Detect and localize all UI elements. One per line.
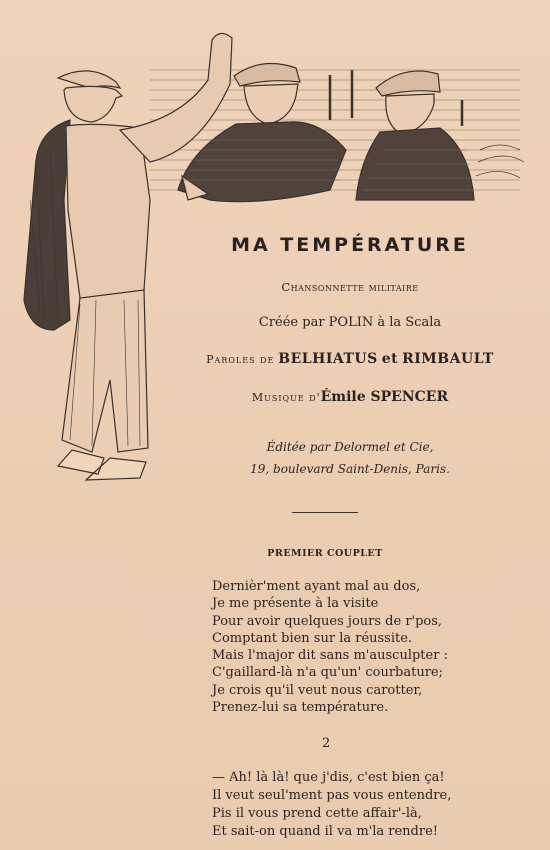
standing-soldier [24,33,232,480]
lyricist-1: BELHIATUS [278,351,378,367]
verse-line: Pis il vous prend cette affair'-là, [212,806,422,821]
lyrics-prefix: Paroles de [206,353,275,366]
publisher-line-1: Éditée par Delormel et Cie, [266,440,434,454]
verse-number: 2 [322,736,331,751]
section-divider [292,512,358,513]
verse-line: — Ah! là là! que j'dis, c'est bien ça! [212,770,445,785]
verse-line: Il veut seul'ment pas vous entendre, [212,788,452,803]
first-couplet [212,578,448,716]
lyrics-credit [160,351,540,367]
verse-line: Dernièr'ment ayant mal au dos, [212,579,421,594]
composer: Émile SPENCER [320,389,449,405]
lyricist-2: RIMBAULT [402,351,494,367]
verse-line: Prenez-lui sa température. [212,700,389,716]
lyrics-and: et [381,351,399,367]
song-title: MA TEMPÉRATURE [231,234,469,256]
verse-line: Je me présente à la visite [212,596,379,612]
verse-line: Et sait-on quand il va m'la rendre! [212,824,438,839]
publisher [160,436,540,480]
verse-line: Je crois qu'il veut nous carotter, [212,682,423,698]
couplet-title: PREMIER COUPLET [267,548,383,559]
second-stanza [212,769,451,841]
music-prefix: Musique d' [251,391,321,404]
middle-soldier [178,64,346,202]
song-subtitle: Chansonnette militaire [281,280,419,294]
music-credit [160,389,540,405]
verse-line: C'gaillard-là n'a qu'un' courbature; [212,665,443,681]
verse-line: Mais l'major dit sans m'ausculpter : [212,648,448,664]
publisher-line-2: 19, boulevard Saint-Denis, Paris. [250,462,450,476]
right-soldier [356,71,474,200]
verse-line: Comptant bien sur la réussite. [212,630,413,646]
created-by: Créée par POLIN à la Scala [258,315,442,330]
verse-line: Pour avoir quelques jours de r'pos, [212,613,443,629]
